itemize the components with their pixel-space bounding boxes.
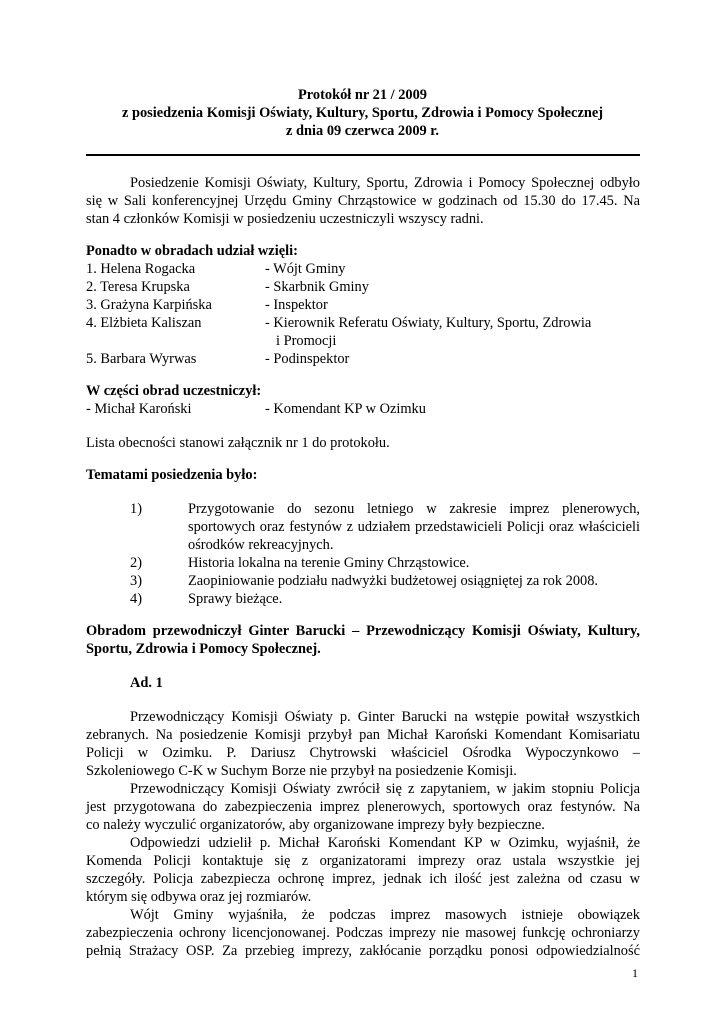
ad1-paragraph-line: Policji w Ozimku. P. Dariusz Chytrowski właściciel Ośrodka Wypoczynkowo – (86, 745, 640, 761)
topic-number: 1) (130, 501, 142, 517)
topic-line: sportowych oraz festynów z udziałem przedstawicieli Policji oraz właścicieli (188, 519, 640, 535)
partial-attendee-name: - Michał Karoński (86, 401, 192, 417)
topic-line: Przygotowanie do sezonu letniego w zakresie imprez plenerowych, (188, 501, 640, 517)
partial-attendance-heading: W części obrad uczestniczył: (86, 383, 262, 399)
participant-role: - Kierownik Referatu Oświaty, Kultury, Sportu, Zdrowia (265, 315, 592, 331)
participant-role: - Podinspektor (265, 351, 350, 367)
participants-heading: Ponadto w obradach udział wzięli: (86, 243, 298, 259)
participant-role: - Wójt Gminy (265, 261, 346, 277)
protocol-number: Protokół nr 21 / 2009 (298, 87, 427, 103)
chair-statement: Obradom przewodniczył Ginter Barucki – Przewodniczący Komisji Oświaty, Kultury, (86, 623, 640, 639)
attendance-note: Lista obecności stanowi załącznik nr 1 do protokołu. (86, 435, 390, 451)
ad1-paragraph-line: Komenda Policji kontaktuje się z organizatorami imprezy oraz ustala wszystkie jej (86, 853, 640, 869)
page-number: 1 (632, 966, 638, 980)
topic-line: ośrodków rekreacyjnych. (188, 537, 334, 553)
participant-name: 3. Grażyna Karpińska (86, 297, 212, 313)
ad1-paragraph-line: Przewodniczący Komisji Oświaty zwrócił się z zapytaniem, w jakim stopniu Policja (130, 781, 640, 797)
protocol-date: z dnia 09 czerwca 2009 r. (286, 123, 439, 139)
ad1-paragraph-line: jest przygotowana do zabezpieczenia imprez plenerowych, sportowych oraz festynów. Na (86, 799, 640, 815)
ad1-paragraph-line: co należy wyczulić organizatorów, aby organizowane imprezy były bezpieczne. (86, 817, 545, 833)
ad1-paragraph-line: pełnią Strażacy OSP. Za przebieg imprezy, zakłócanie porządku ponosi odpowiedzialność (86, 943, 640, 959)
ad1-paragraph-line: Przewodniczący Komisji Oświaty p. Ginter Barucki na wstępie powitał wszystkich (130, 709, 640, 725)
participant-name: 5. Barbara Wyrwas (86, 351, 197, 367)
participant-name: 2. Teresa Krupska (86, 279, 190, 295)
topic-number: 3) (130, 573, 142, 589)
header-divider (86, 154, 640, 156)
ad1-paragraph-line: którym się odbywa oraz jej rozmiarów. (86, 889, 312, 905)
participant-name: 4. Elżbieta Kaliszan (86, 315, 202, 331)
participant-name: 1. Helena Rogacka (86, 261, 196, 277)
intro-line: Posiedzenie Komisji Oświaty, Kultury, Sportu, Zdrowia i Pomocy Społecznej odbyło (130, 175, 640, 191)
topic-number: 2) (130, 555, 142, 571)
ad1-paragraph-line: Odpowiedzi udzielił p. Michał Karoński Komendant KP w Ozimku, wyjaśnił, że (130, 835, 640, 851)
partial-attendee-role: - Komendant KP w Ozimku (265, 401, 426, 417)
topic-line: Sprawy bieżące. (188, 591, 283, 607)
ad1-paragraph-line: Szkoleniowego C-K w Suchym Borze nie przybył na posiedzenie Komisji. (86, 763, 517, 779)
participant-role: - Inspektor (265, 297, 328, 313)
section-heading-ad1: Ad. 1 (130, 675, 163, 691)
intro-line: się w Sali konferencyjnej Urzędu Gminy Chrząstowice w godzinach od 15.30 do 17.45. Na (86, 193, 640, 209)
intro-line: stan 4 członków Komisji w posiedzeniu uczestniczyli wszyscy radni. (86, 211, 484, 227)
topic-number: 4) (130, 591, 142, 607)
topic-line: Zaopiniowanie podziału nadwyżki budżetowej osiągniętej za rok 2008. (188, 573, 599, 589)
ad1-paragraph-line: zebranych. Na posiedzenie Komisji przybył pan Michał Karoński Komendant Komisariatu (86, 727, 640, 743)
topic-line: Historia lokalna na terenie Gminy Chrząstowice. (188, 555, 470, 571)
participant-role-continued: i Promocji (276, 333, 337, 349)
ad1-paragraph-line: Wójt Gminy wyjaśniła, że podczas imprez masowych istnieje obowiązek (130, 907, 640, 923)
ad1-paragraph-line: zabezpieczenia ochrony licencjonowanej. Podczas imprezy nie masowej funkcję ochroniarzy (86, 925, 640, 941)
participant-role: - Skarbnik Gminy (265, 279, 369, 295)
chair-statement: Sportu, Zdrowia i Pomocy Społecznej. (86, 641, 321, 657)
topics-heading: Tematami posiedzenia było: (86, 467, 258, 483)
protocol-subject: z posiedzenia Komisji Oświaty, Kultury, Sportu, Zdrowia i Pomocy Społecznej (121, 105, 604, 121)
ad1-paragraph-line: szczegóły. Policja zabezpiecza ochronę imprez, jednak ich ilość jest zależna od czasu w (86, 871, 640, 887)
